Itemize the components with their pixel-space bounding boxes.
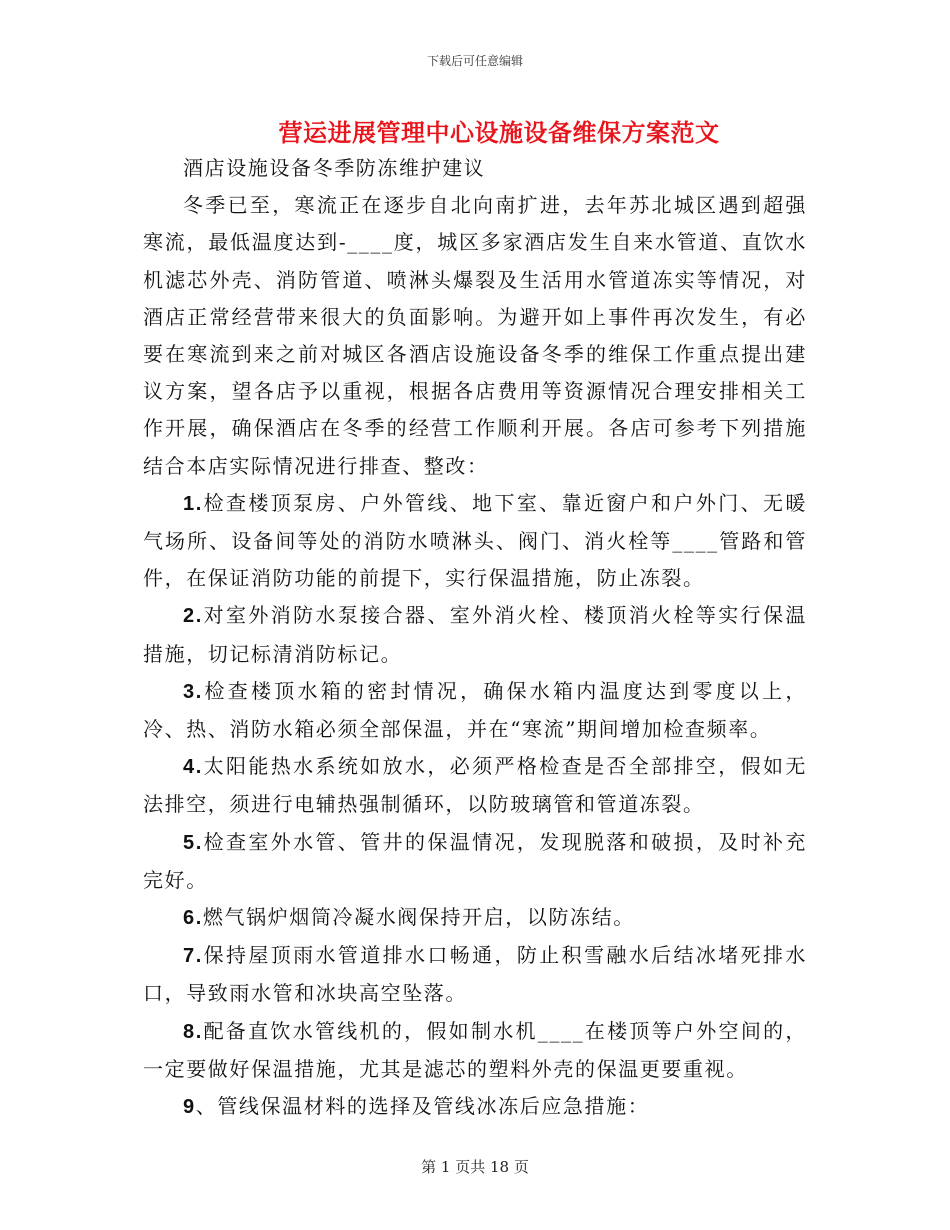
list-item-text: 燃气锅炉烟筒冷凝水阀保持开启，以防冻结。 [202,905,635,930]
list-item-8 [143,1013,807,1088]
page-number: 第 1 页共 18 页 [421,1158,529,1176]
list-item-text: 检查楼顶水箱的密封情况，确保水箱内温度达到零度以上，冷、热、消防水箱必须全部保温，并在“寒流”期间增加检查频率。 [143,678,807,742]
list-item-4 [143,748,807,823]
list-item-text: 对室外消防水泵接合器、室外消火栓、楼顶消火栓等实行保温措施，切记标清消防标记。 [143,603,807,666]
list-item-3 [143,673,807,748]
list-item-number: 2. [183,605,203,628]
list-item-number: 1. [183,492,203,515]
list-item-number: 5. [183,831,203,854]
section-subtitle: 酒店设施设备冬季防冻维护建议 [183,156,486,180]
list-item-6 [143,899,807,937]
list-item-1 [143,485,807,598]
list-item-5 [143,824,807,899]
list-item-number: 3. [183,680,203,703]
list-item-number: 9 [183,1096,196,1119]
document-title: 营运进展管理中心设施设备维保方案范文 [278,118,720,147]
list-item-text: 检查室外水管、管井的保温情况，发现脱落和破损，及时补充完好。 [143,829,807,892]
intro-paragraph: 冬季已至，寒流正在逐步自北向南扩进，去年苏北城区遇到超强寒流，最低温度达到-____度，城区多家酒店发生自来水管道、直饮水机滤芯外壳、消防管道、喷淋头爆裂及生活用水管道冻实等情况，对酒店正常经营带来很大的负面影响。为避开如上事件再次发生，有必要在寒流到来之前对城区各酒店设施设备冬季的维保工作重点提出建议方案，望各店予以重视，根据各店费用等资源情况合理安排相关工作开展，确保酒店在冬季的经营工作顺利开展。各店可参考下列措施结合本店实际情况进行排查、整改： [143,193,807,478]
document-body [143,150,807,1126]
list-item-text: 、管线保温材料的选择及管线冰冻后应急措施： [195,1094,650,1119]
list-item-number: 4. [183,756,203,779]
list-item-2 [143,597,807,672]
list-item-9 [143,1088,807,1126]
list-item-text: 保持屋顶雨水管道排水口畅通，防止积雪融水后结冰堵死排水口，导致雨水管和冰块高空坠落。 [143,943,807,1006]
list-item-number: 6. [183,907,203,930]
list-item-text: 检查楼顶泵房、户外管线、地下室、靠近窗户和户外门、无暖气场所、设备间等处的消防水喷淋头、阀门、消火栓等____管路和管件，在保证消防功能的前提下，实行保温措施，防止冻裂。 [143,490,807,591]
list-item-text: 配备直饮水管线机的，假如制水机____在楼顶等户外空间的，一定要做好保温措施，尤其是滤芯的塑料外壳的保温更要重视。 [143,1018,807,1081]
list-item-number: 7. [183,945,203,968]
list-item-number: 8. [183,1020,203,1043]
list-item-text: 太阳能热水系统如放水，必须严格检查是否全部排空，假如无法排空，须进行电辅热强制循环，以防玻璃管和管道冻裂。 [143,754,807,817]
list-item-7 [143,937,807,1012]
page-header-note: 下载后可任意编辑 [426,54,523,68]
